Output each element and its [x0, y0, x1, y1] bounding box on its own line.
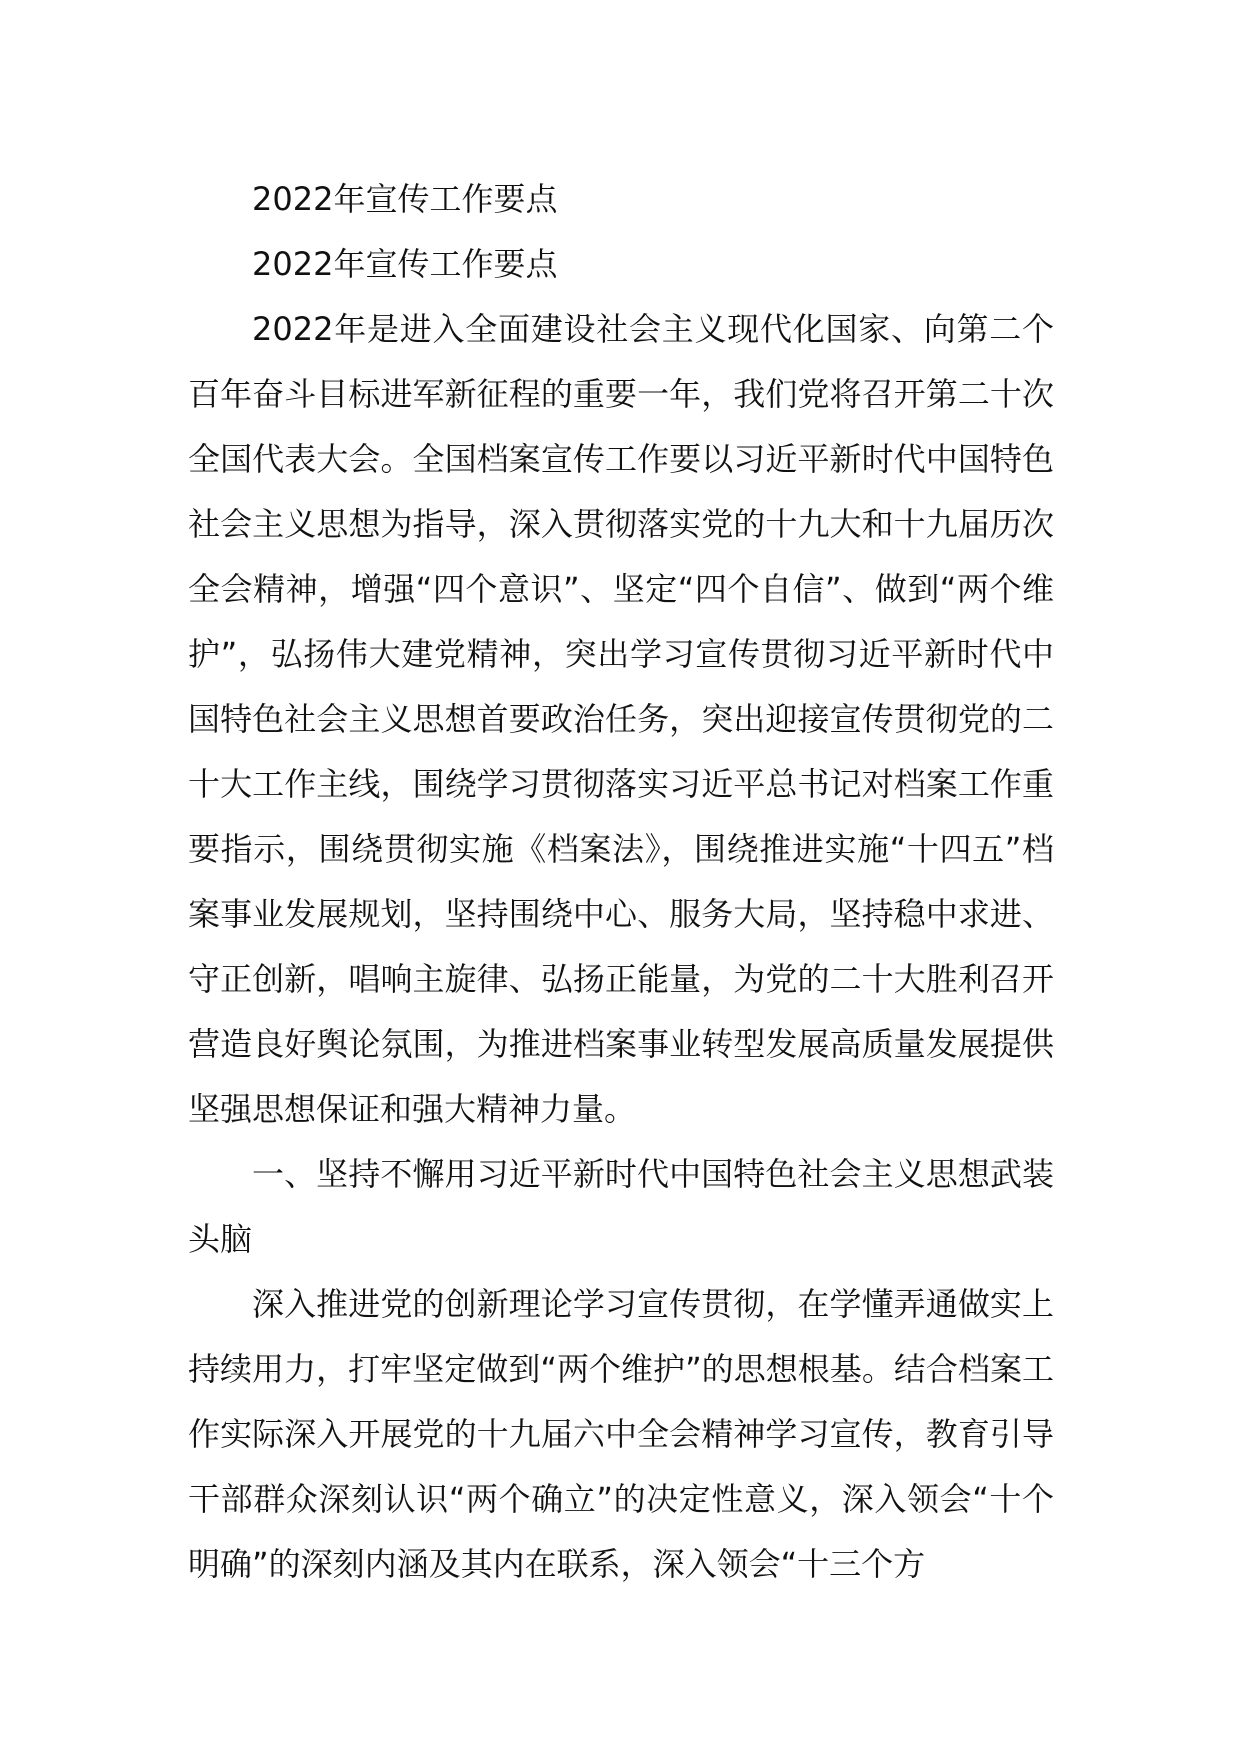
section-1-paragraph: 深入推进党的创新理论学习宣传贯彻，在学懂弄通做实上持续用力，打牢坚定做到“两个维护”的思想根基。结合档案工作实际深入开展党的十九届六中全会精神学习宣传，教育引导干部群众深刻认识“两个确立”的决定性意义，深入领会“十个明确”的深刻内涵及其内在联系，深入领会“十三个方	[188, 1285, 1054, 1583]
document-title-line-1: 2022年宣传工作要点	[252, 180, 558, 218]
intro-paragraph: 2022年是进入全面建设社会主义现代化国家、向第二个百年奋斗目标进军新征程的重要一年，我们党将召开第二十次全国代表大会。全国档案宣传工作要以习近平新时代中国特色社会主义思想为指导，深入贯彻落实党的十九大和十九届历次全会精神，增强“四个意识”、坚定“四个自信”、做到“两个维护”，弘扬伟大建党精神，突出学习宣传贯彻习近平新时代中国特色社会主义思想首要政治任务，突出迎接宣传贯彻党的二十大工作主线，围绕学习贯彻落实习近平总书记对档案工作重要指示，围绕贯彻实施《档案法》，围绕推进实施“十四五”档案事业发展规划，坚持围绕中心、服务大局，坚持稳中求进、守正创新，唱响主旋律、弘扬正能量，为党的二十大胜利召开营造良好舆论氛围，为推进档案事业转型发展高质量发展提供坚强思想保证和强大精神力量。	[188, 310, 1054, 1128]
document-title-line-2: 2022年宣传工作要点	[252, 245, 558, 283]
document-body	[188, 167, 1054, 1597]
section-heading-1: 一、坚持不懈用习近平新时代中国特色社会主义思想武装头脑	[188, 1155, 1054, 1258]
